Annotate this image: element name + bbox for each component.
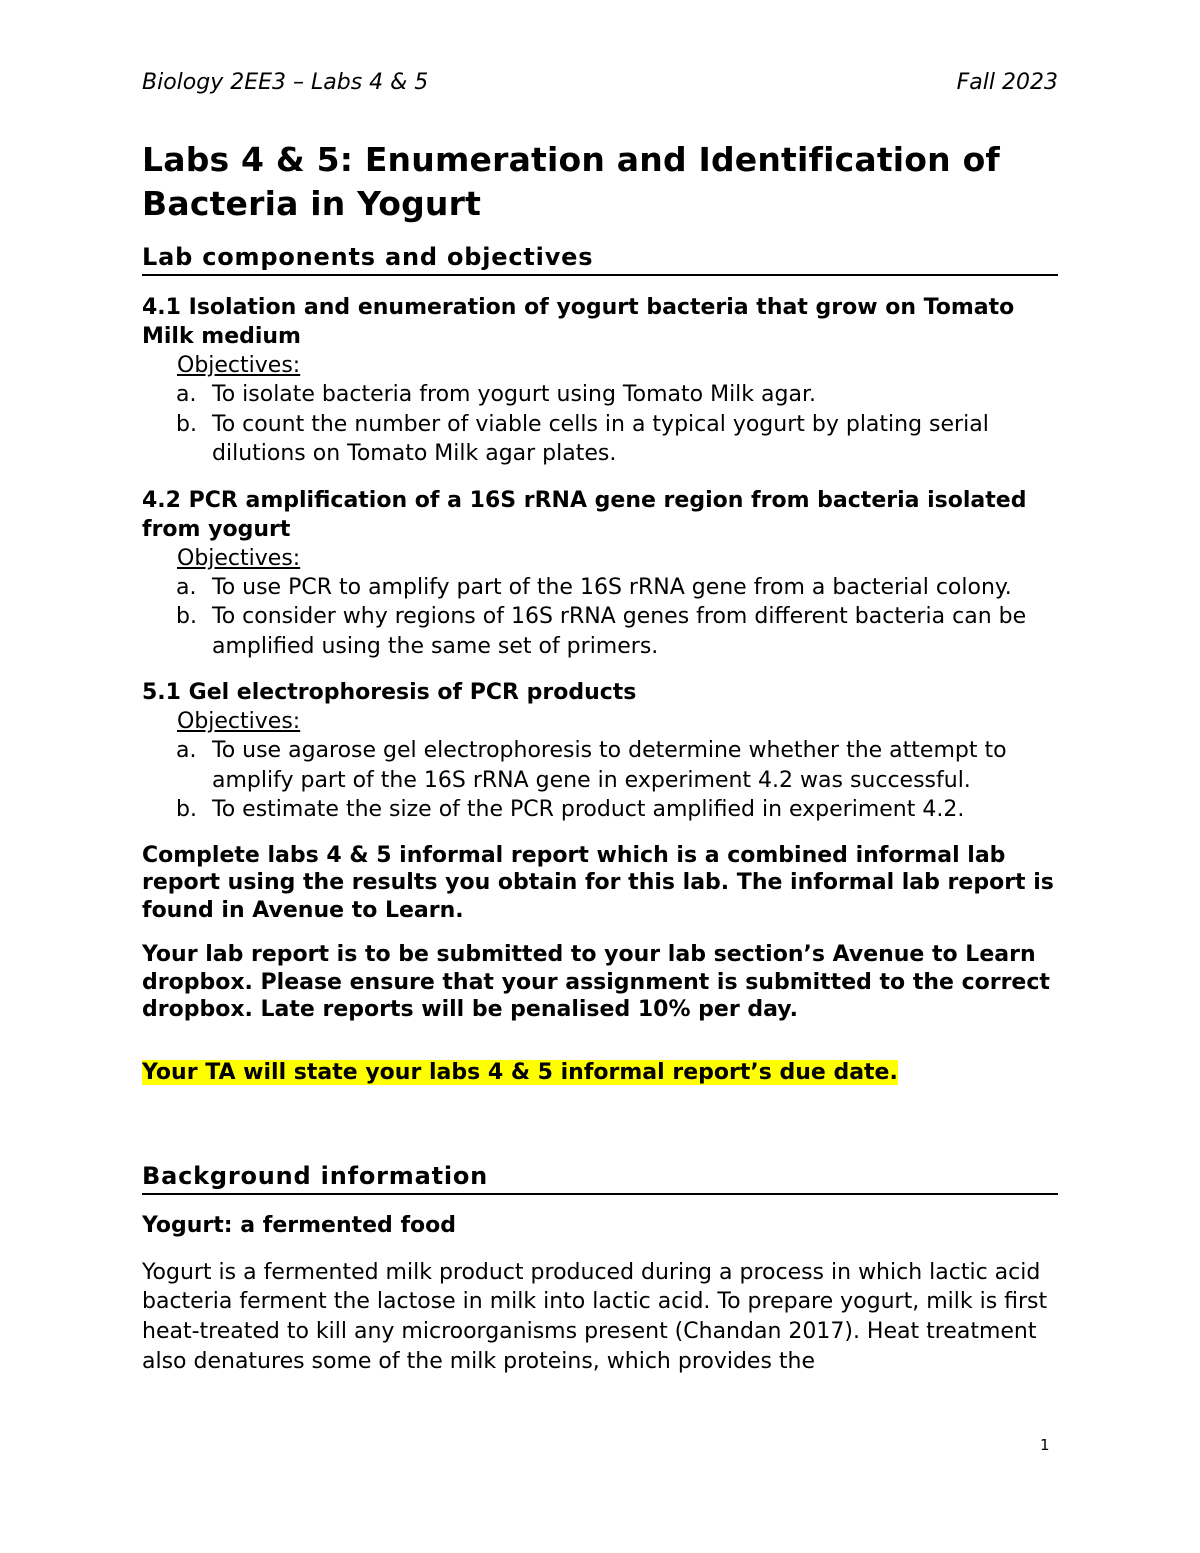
due-date-note <box>142 1058 1058 1088</box>
section-4-1 <box>142 293 1058 469</box>
background-heading: Background information <box>142 1161 1058 1195</box>
section-5-1 <box>142 678 1058 825</box>
section-title: 5.1 Gel electrophoresis of PCR products <box>142 680 637 705</box>
list-marker: b. <box>176 411 197 437</box>
objectives-list <box>142 380 1058 469</box>
objectives-label: Objectives: <box>177 353 301 378</box>
page-content <box>142 138 1058 1377</box>
list-marker: b. <box>176 797 197 822</box>
objective-item <box>142 736 1058 795</box>
list-marker: a. <box>176 574 197 600</box>
section-title: 4.1 Isolation and enumeration of yogurt bacteria that grow on Tomato Milk medium <box>142 295 1015 349</box>
highlighted-text: Your TA will state your labs 4 & 5 informal report’s due date. <box>142 1059 898 1085</box>
objective-text: To count the number of viable cells in a typical yogurt by plating serial dilutions on Tomato Milk agar plates. <box>212 411 989 466</box>
page-header <box>142 68 1058 98</box>
yogurt-paragraph: Yogurt is a fermented milk product produced during a process in which lactic acid bacteria ferment the lactose in milk into lactic acid. To prepare yogurt, milk is first heat-treated to kill any microorganisms present (Chandan 2017). Heat treatment also denatures some of the milk proteins, which provides the <box>142 1259 1048 1374</box>
objectives-list <box>142 573 1058 662</box>
header-term: Fall 2023 <box>956 70 1058 95</box>
objectives-label: Objectives: <box>177 545 301 571</box>
section-title: 4.2 PCR amplification of a 16S rRNA gene region from bacteria isolated from yogurt <box>142 487 1027 542</box>
objective-item <box>142 410 1058 469</box>
objective-item <box>142 602 1058 661</box>
objective-text: To use PCR to amplify part of the 16S rRNA gene from a bacterial colony. <box>212 574 1012 600</box>
objective-text: To use agarose gel electrophoresis to determine whether the attempt to amplify part of the 16S rRNA gene in experiment 4.2 was successful. <box>212 738 1007 793</box>
yogurt-subheading: Yogurt: a fermented food <box>142 1212 457 1238</box>
objective-item <box>142 573 1058 603</box>
header-course: Biology 2EE3 – Labs 4 & 5 <box>142 70 429 95</box>
objective-item <box>142 380 1058 410</box>
document-title: Labs 4 & 5: Enumeration and Identification of Bacteria in Yogurt <box>142 140 1000 223</box>
report-instructions: Complete labs 4 & 5 informal report which is a combined informal lab report using the results you obtain for this lab. The informal lab report is found in Avenue to Learn. <box>142 842 1054 923</box>
objective-text: To isolate bacteria from yogurt using Tomato Milk agar. <box>212 382 816 407</box>
list-marker: a. <box>176 382 197 407</box>
objectives-label: Objectives: <box>177 709 301 734</box>
components-heading: Lab components and objectives <box>142 242 1058 276</box>
section-4-2 <box>142 486 1058 662</box>
submission-instructions: Your lab report is to be submitted to your lab section’s Avenue to Learn dropbox. Please ensure that your assignment is submitted to the correct dropbox. Late reports will be penalised 10% per day. <box>142 942 1050 1022</box>
objective-item <box>142 795 1058 825</box>
list-marker: b. <box>176 604 197 629</box>
objective-text: To consider why regions of 16S rRNA genes from different bacteria can be amplified using the same set of primers. <box>212 604 1027 659</box>
objectives-list <box>142 736 1058 825</box>
objective-text: To estimate the size of the PCR product amplified in experiment 4.2. <box>212 797 965 822</box>
page-number: 1 <box>1040 1436 1050 1454</box>
list-marker: a. <box>176 738 197 763</box>
